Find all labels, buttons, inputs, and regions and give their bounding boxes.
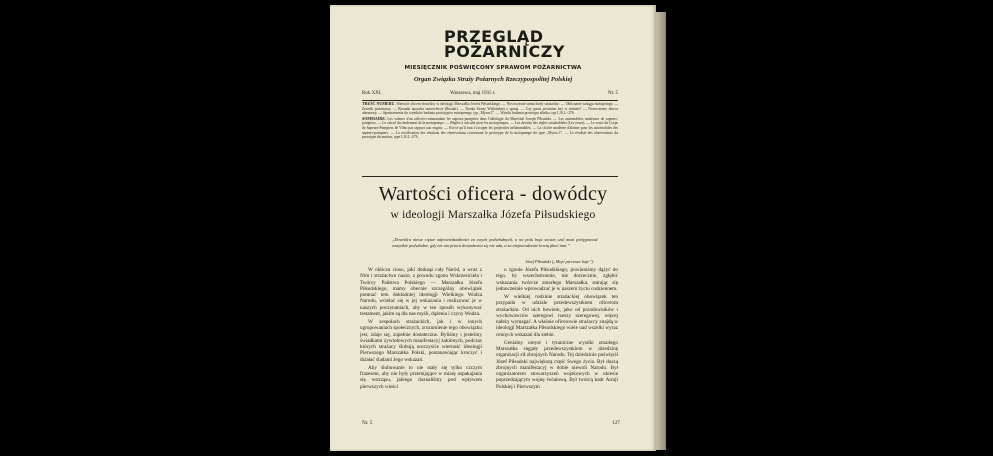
article-column-left <box>360 267 482 392</box>
toc-fr-heading: SOMMAIRE. <box>362 115 386 121</box>
issue-year: Rok XXI. <box>362 91 382 96</box>
issue-place-date: Warszawa, maj 1935 r. <box>450 91 496 96</box>
magazine-page <box>330 5 656 451</box>
masthead-title <box>444 29 565 59</box>
page-number: 127 <box>612 420 620 426</box>
masthead-title-line1: PRZEGLĄD <box>444 27 544 46</box>
masthead-subtitle: MIESIĘCZNIK POŚWIĘCONY SPRAWOM POŻARNICTWA <box>404 65 582 71</box>
paragraph: Aby ślubowanie to nie stały się tylko czczym frazesem, aby nie były przemijające w miarę uspakajania się wstrząsu, jakiego doznaliśmy pod wpływem pierwszych wieści <box>360 364 482 390</box>
toc-pl-text: Wartości oficera-dowódcy w ideologji Marszałka Józefa Piłsudskiego. — Nowoczesne samochody strażackie. — Oblicaanie zasięgu motopompy. — Zewnik pożarniczy. — Rysunki sposobu samowlecze (Rusaki). — Troska Straży Wiślańskiej o sprzęt. — Czy garaż powinien być w remizie? — Nowoczesny dawca alarmowy. — Spostrzeżenia do wyników badania prototypów motopompy, typ „Myrus I”. — Wyniki badania prototypu silnika, typ L.R.L.-276. <box>362 102 619 116</box>
epigraph-attribution: Józef Piłsudski („Moje pierwsze boje”). <box>525 259 594 264</box>
masthead-organ: Organ Związku Straży Pożarnych Rzeczypospolitej Polskiej <box>413 76 573 83</box>
footer-issue-number: Nr. 5 <box>362 420 373 426</box>
toc-pl-heading: TREŚĆ NUMERU. <box>362 101 396 106</box>
toc-rule <box>362 176 618 177</box>
issue-line <box>362 91 618 100</box>
paragraph: Genialny umysł i tytaniczne wysiłki zmarłego Marszałka sięgały przedewszystkiem w dziedzinę organizacji sił zbrojnych Narodu. Tej dziedzinie poświęcił Józef Piłsudski największą część Swego życia. Był duszą zbrojnych manifestacyj w dobie niewoli Narodu. Był organizatorem stowarzyszeń wojskowych w okresie poprzedzającym wojnę światową. Był twórcą kadr Armji Polskiej i Pierwszym <box>496 339 618 390</box>
masthead-title-line2: POŻARNICZY <box>444 42 565 61</box>
toc-fr-text: Les valeurs d'un officier-commandant les sapeurs-pompiers dans l'idéologie du Maréchal Joseph Piłsudski. — Les automobiles modernes de sapeurs-pompiers. — Le calcul du rendement de la motopompe. — Règles à calculer pour les motopompes. — Les dessins des règles strachablehs (Les roues). — Le souci du Corps de Sapeurs-Pompiers de Vilno par rapport aux engins. — Est-ce qu'il faut s'occuper les projectiles inflammables. — La cloche moderne d'alarme pour les automobiles des sapeurs-pompiers. — La rectification des résultats des observations concernant le prototype de la motopompe du type „Myrus I”. — Le résultat des observations du prototype du moteur, type L.R.L.-276. <box>362 116 618 140</box>
article-title: Wartości oficera - dowódcy <box>378 183 608 205</box>
page-footer <box>362 420 620 428</box>
paragraph: o zgonie Józefa Piłsudskiego, powinniśmy dążyć do tego, by wszechstronnie, nie dorzecznie, zgłębić wskazania twórcze zmarłego Marszałka, starając się jednocześnie wprowadzać je w naszem życiu codziennem. <box>496 267 618 292</box>
toc-polish <box>362 102 618 116</box>
paragraph: W wielkiej rodzinie strażackiej obowiązek ten przypada w udziale przedewszystkiem oficerom strażackim. Od nich bowiem, jako od przodowników i wychowawców szeregowi rzeszy szeregowej, więcej należy wymagać. A właśnie oficerowie strażaccy znajdą w ideologji Marszałka Piłsudskiego wiele nad wszelki wyraz cennych wskazań dla siebie. <box>496 294 618 338</box>
masthead-rule <box>362 100 618 101</box>
issue-number: Nr. 5 <box>608 91 618 96</box>
toc-french <box>362 117 618 140</box>
table-of-contents <box>362 102 618 141</box>
paragraph: W obliczu ciosu, jaki dotknął cały Naród, a wraz z Nim i strażactwo nasze, z powodu zgonu Wskrzesiciela i Twórcy Państwa Polskiego — Marszałka Józefa Piłsudskiego, mamy obecnie szczególny obowiązek pomnać tem dokładniej ideologji Wielkiego Wodza Narodu, wcielać się w jej wskazania i realizować je w naszych poczynaniach, aby w ten sposób wykonywać testament, jakim są dla nas myśli, dążenia i czyny Wodza. <box>360 267 482 317</box>
article-column-right <box>496 267 618 392</box>
article-subtitle: w ideologji Marszałka Józefa Piłsudskiego <box>390 209 596 221</box>
paragraph: W zespołach strażackich, jak i w innych ugrupowaniach społecznych, zrozumienie tego obowiązku jest, zdaje się, zupełnie dostateczne. Byliśmy i jesteśmy świadkami żywiołowych manifestacyj żałobnych, podczas których strażacy ślubują uroczyście wierność ideologji Pierwszego Marszałka Polski, postanawiając kroczyć i działać śladami Jego wskazań. <box>360 319 482 363</box>
article-epigraph: „Dowódca niesie ciężar odpowiedzialności za swych podwładnych, a na polu boju swoim czul musi pielęgnować wszystkie podwładne, gdy nie ma prawa dowodzenia się nie uda, a za niepowodzenie krwią płaci inni.” <box>392 237 598 248</box>
